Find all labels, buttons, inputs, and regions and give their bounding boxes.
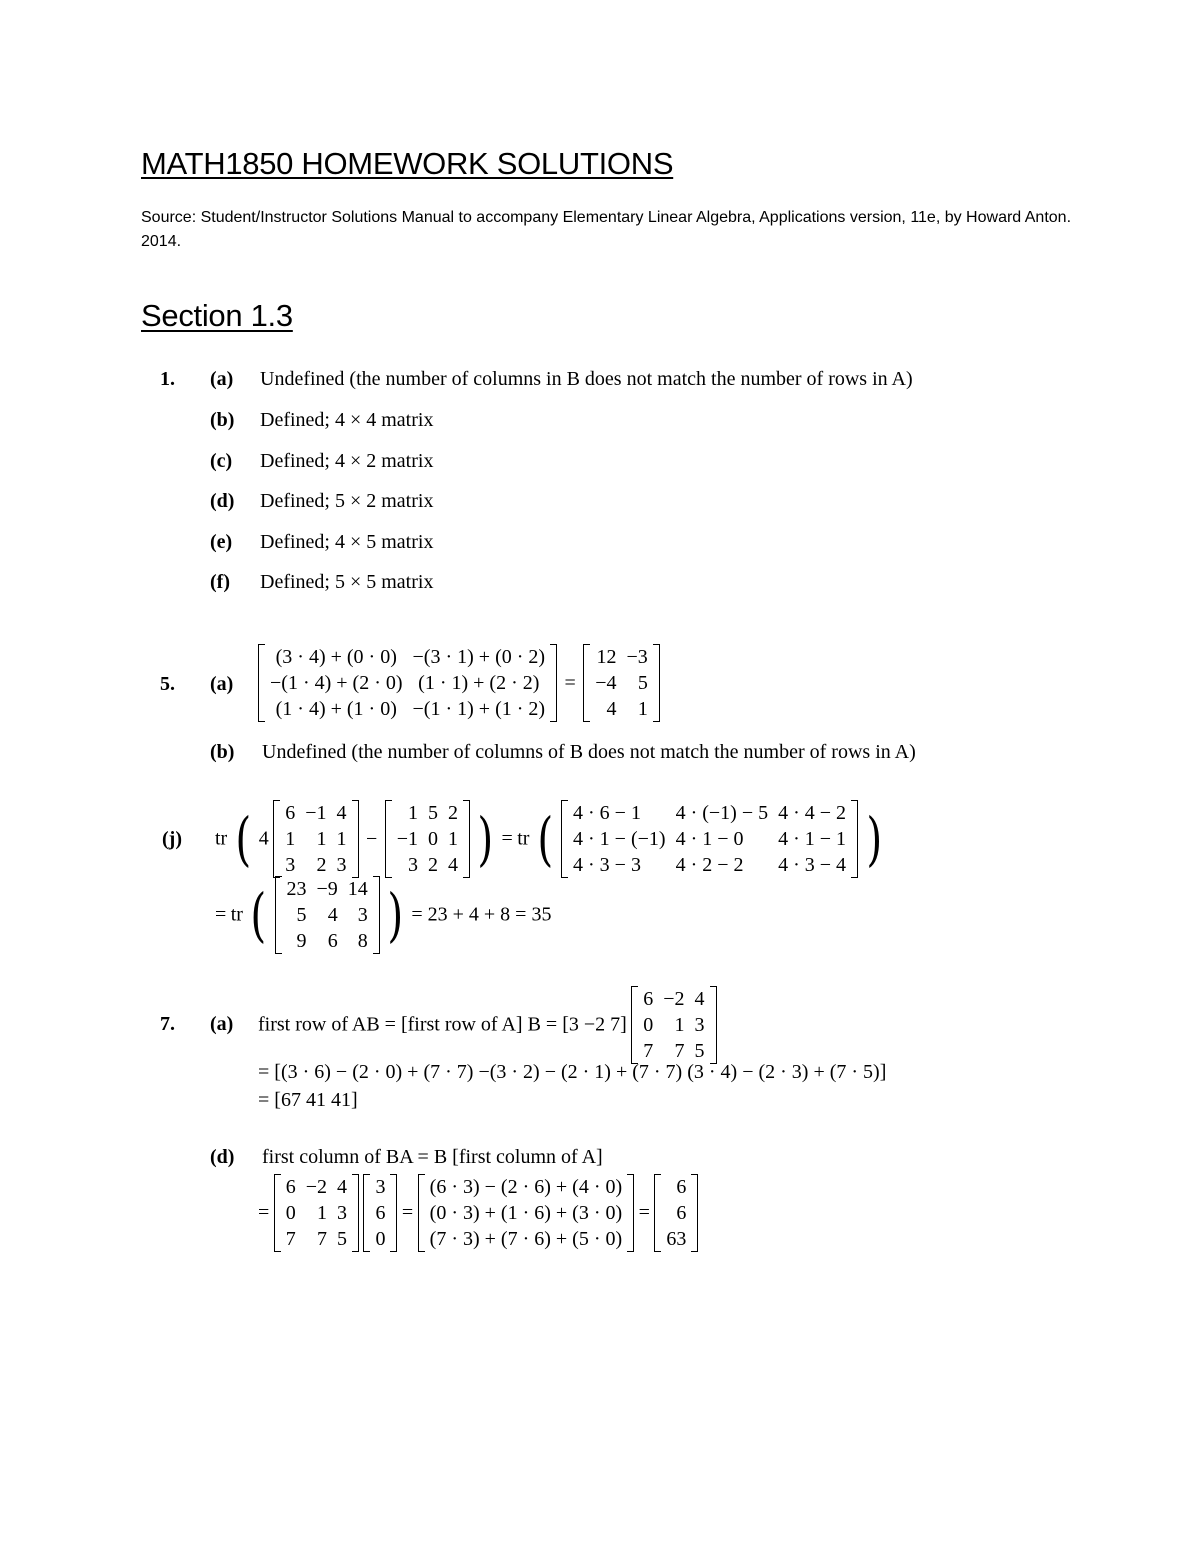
matrix-entry: 5 bbox=[637, 672, 648, 694]
source-citation: Source: Student/Instructor Solutions Manual to accompany Elementary Linear Algebra, Applications version, 11e, by Howard Anton. 2014. bbox=[141, 209, 1072, 250]
matrix-1 bbox=[273, 800, 358, 878]
matrix-entry: −2 bbox=[663, 988, 685, 1010]
matrix-entry: 23 bbox=[286, 878, 307, 900]
problem-1-part-label: (a) bbox=[210, 368, 234, 390]
equals-sign: = bbox=[638, 1201, 650, 1224]
section-heading: Section 1.3 bbox=[141, 298, 293, 333]
matrix-entry: 1 bbox=[674, 1014, 685, 1036]
matrix-entry: 1 bbox=[407, 802, 418, 824]
matrix-entry: −3 bbox=[626, 646, 648, 668]
matrix-entry: 4 bbox=[606, 698, 617, 720]
problem-1-part-text: Defined; 4 × 2 matrix bbox=[260, 450, 434, 472]
equals-sign: = bbox=[564, 671, 576, 694]
problem-1-part-text: Undefined (the number of columns in B does not match the number of rows in A) bbox=[260, 368, 913, 390]
trace-operator: tr bbox=[230, 903, 243, 926]
vector-a-col bbox=[363, 1174, 397, 1252]
matrix-entry: 5 bbox=[694, 1040, 705, 1062]
equals-sign: = bbox=[215, 903, 227, 926]
matrix-entry: 1 bbox=[447, 828, 458, 850]
matrix-entry: (0 · 3) + (1 · 6) + (3 · 0) bbox=[429, 1202, 623, 1224]
matrix-entry: 6 bbox=[285, 1176, 296, 1198]
matrix-entry: (6 · 3) − (2 · 6) + (4 · 0) bbox=[429, 1176, 623, 1198]
matrix-entry: 8 bbox=[357, 930, 368, 952]
matrix-entry: 6 bbox=[676, 1202, 687, 1224]
matrix-entry: −4 bbox=[595, 672, 617, 694]
matrix-entry: 0 bbox=[427, 828, 438, 850]
matrix-entry: −(1 · 4) + (2 · 0) bbox=[270, 672, 403, 694]
matrix-entry: 7 bbox=[643, 1040, 654, 1062]
paren-open: ( bbox=[235, 805, 251, 873]
problem-7a-text: first row of AB = [first row of A] B = [3 −2 7] bbox=[258, 1013, 627, 1036]
matrix-entry: 5 bbox=[296, 904, 307, 926]
problem-1-number: 1. bbox=[160, 368, 175, 390]
matrix-entry: 6 bbox=[285, 802, 296, 824]
matrix-entry: −9 bbox=[316, 878, 338, 900]
matrix-entry: 1 bbox=[637, 698, 648, 720]
matrix-entry: −(3 · 1) + (0 · 2) bbox=[412, 646, 546, 668]
equals-sign: = bbox=[501, 827, 513, 850]
matrix-entry: −2 bbox=[305, 1176, 328, 1198]
matrix-grid bbox=[638, 986, 709, 1064]
paren-close: ) bbox=[387, 881, 404, 949]
problem-1-part-text: Defined; 5 × 2 matrix bbox=[260, 490, 434, 512]
matrix-entry: −1 bbox=[396, 828, 418, 850]
matrix-grid bbox=[281, 1174, 352, 1252]
matrix-entry: 4 bbox=[327, 904, 338, 926]
problem-1-part-label: (b) bbox=[210, 409, 235, 431]
matrix-entry: 4 · 4 − 2 bbox=[778, 802, 847, 824]
matrix-entry: 3 bbox=[285, 854, 296, 876]
problem-5j-line2 bbox=[215, 876, 551, 954]
vector-result bbox=[654, 1174, 698, 1252]
matrix-entry: 1 bbox=[336, 828, 347, 850]
matrix-entry: 3 bbox=[694, 1014, 705, 1036]
matrix-grid bbox=[370, 1174, 390, 1252]
matrix-entry: 7 bbox=[317, 1228, 328, 1250]
matrix-entry: 3 bbox=[337, 1202, 348, 1224]
paren-open: ( bbox=[537, 805, 554, 873]
problem-7-number: 7. bbox=[160, 1013, 175, 1035]
matrix-entry: 5 bbox=[337, 1228, 348, 1250]
matrix-entry: 4 · 3 − 3 bbox=[573, 854, 641, 876]
matrix-entry: 3 bbox=[336, 854, 347, 876]
matrix-entry: 1 bbox=[285, 828, 296, 850]
matrix-entry: (1 · 1) + (2 · 2) bbox=[418, 672, 540, 694]
matrix-entry: 3 bbox=[375, 1176, 386, 1198]
scalar: 4 bbox=[258, 827, 269, 850]
matrix-grid bbox=[661, 1174, 691, 1252]
matrix-entry: 4 · 1 − 1 bbox=[778, 828, 847, 850]
matrix-4 bbox=[275, 876, 380, 954]
problem-1-part-text: Defined; 4 × 5 matrix bbox=[260, 531, 434, 553]
matrix-b bbox=[274, 1174, 359, 1252]
paren-close: ) bbox=[865, 805, 882, 873]
problem-1-part-label: (d) bbox=[210, 490, 235, 512]
problem-1-part-label: (e) bbox=[210, 531, 233, 553]
problem-5b-text: Undefined (the number of columns of B does not match the number of rows in A) bbox=[262, 741, 916, 763]
matrix-entry: 6 bbox=[327, 930, 338, 952]
matrix-entry: 7 bbox=[285, 1228, 296, 1250]
problem-1-part-text: Defined; 5 × 5 matrix bbox=[260, 571, 434, 593]
matrix-entry: 4 bbox=[337, 1176, 348, 1198]
matrix-entry: 4 bbox=[336, 802, 347, 824]
matrix-entry: 3 bbox=[357, 904, 368, 926]
matrix-entry: 4 · 1 − 0 bbox=[675, 828, 744, 850]
matrix-entry: 3 bbox=[407, 854, 418, 876]
matrix-entry: (3 · 4) + (0 · 0) bbox=[275, 646, 397, 668]
matrix-entry: 12 bbox=[596, 646, 617, 668]
matrix-entry: 4 bbox=[694, 988, 705, 1010]
vector-expression bbox=[418, 1174, 635, 1252]
matrix-entry: 0 bbox=[643, 1014, 654, 1036]
matrix-grid bbox=[392, 800, 463, 878]
matrix-grid bbox=[265, 644, 550, 722]
matrix-result bbox=[583, 644, 660, 722]
matrix-entry: 14 bbox=[347, 878, 368, 900]
matrix-entry: 6 bbox=[676, 1176, 687, 1198]
matrix-entry: 5 bbox=[427, 802, 438, 824]
matrix-entry: 6 bbox=[375, 1202, 386, 1224]
problem-7d-text: first column of BA = B [first column of A] bbox=[262, 1146, 603, 1168]
matrix-expression bbox=[258, 644, 557, 722]
matrix-entry: 4 · 1 − (−1) bbox=[573, 828, 666, 850]
matrix-grid bbox=[590, 644, 653, 722]
problem-7a-line1 bbox=[258, 986, 717, 1064]
matrix-entry: 4 · (−1) − 5 bbox=[675, 802, 769, 824]
trace-result: = 23 + 4 + 8 = 35 bbox=[411, 903, 552, 926]
matrix-entry: 1 bbox=[317, 1202, 328, 1224]
matrix-entry: 2 bbox=[447, 802, 458, 824]
matrix-entry: 6 bbox=[643, 988, 654, 1010]
problem-5b-label: (b) bbox=[210, 741, 235, 763]
document-title: MATH1850 HOMEWORK SOLUTIONS bbox=[141, 146, 674, 181]
matrix-entry: 63 bbox=[666, 1228, 687, 1250]
problem-7a-line3: = [67 41 41] bbox=[258, 1089, 358, 1111]
matrix-entry: 7 bbox=[674, 1040, 685, 1062]
matrix-entry: 9 bbox=[296, 930, 307, 952]
matrix-grid bbox=[282, 876, 373, 954]
matrix-entry: 2 bbox=[427, 854, 438, 876]
problem-7a-label: (a) bbox=[210, 1013, 234, 1035]
equals-sign: = bbox=[401, 1201, 414, 1224]
matrix-entry: 1 bbox=[316, 828, 327, 850]
problem-5a-equation bbox=[258, 644, 660, 722]
paren-close: ) bbox=[477, 805, 494, 873]
matrix-entry: 4 · 2 − 2 bbox=[675, 854, 744, 876]
matrix-grid bbox=[568, 800, 851, 878]
problem-1-part-label: (f) bbox=[210, 571, 230, 593]
matrix-grid bbox=[425, 1174, 628, 1252]
matrix-entry: 4 · 3 − 4 bbox=[778, 854, 847, 876]
matrix-3 bbox=[561, 800, 858, 878]
problem-7d-label: (d) bbox=[210, 1146, 235, 1168]
matrix-entry: (7 · 3) + (7 · 6) + (5 · 0) bbox=[429, 1228, 623, 1250]
minus-sign: − bbox=[365, 827, 378, 850]
matrix-entry: 0 bbox=[375, 1228, 386, 1250]
matrix-entry: 4 · 6 − 1 bbox=[573, 802, 641, 824]
matrix-entry: 4 bbox=[447, 854, 458, 876]
matrix-2 bbox=[385, 800, 470, 878]
problem-7d-line2 bbox=[258, 1174, 698, 1252]
problem-5a-label: (a) bbox=[210, 673, 234, 695]
matrix-entry: (1 · 4) + (1 · 0) bbox=[275, 698, 397, 720]
matrix-entry: 2 bbox=[316, 854, 327, 876]
problem-1-part-text: Defined; 4 × 4 matrix bbox=[260, 409, 434, 431]
trace-operator: tr bbox=[517, 827, 530, 850]
problem-7a-line2: = [(3 · 6) − (2 · 0) + (7 · 7) −(3 · 2) − (2 · 1) + (7 · 7) (3 · 4) − (2 · 3) + (7 · 5)] bbox=[258, 1061, 887, 1083]
equals-sign: = bbox=[258, 1201, 270, 1224]
problem-1-part-label: (c) bbox=[210, 450, 233, 472]
matrix-grid bbox=[280, 800, 351, 878]
matrix-entry: −1 bbox=[305, 802, 327, 824]
matrix-entry: −(1 · 1) + (1 · 2) bbox=[412, 698, 546, 720]
problem-5j-label: (j) bbox=[162, 828, 182, 850]
matrix-b bbox=[631, 986, 716, 1064]
paren-open: ( bbox=[250, 881, 267, 949]
problem-5-number: 5. bbox=[160, 673, 175, 695]
problem-5j-line1 bbox=[215, 800, 885, 878]
matrix-entry: 0 bbox=[285, 1202, 296, 1224]
trace-operator: tr bbox=[215, 827, 228, 850]
